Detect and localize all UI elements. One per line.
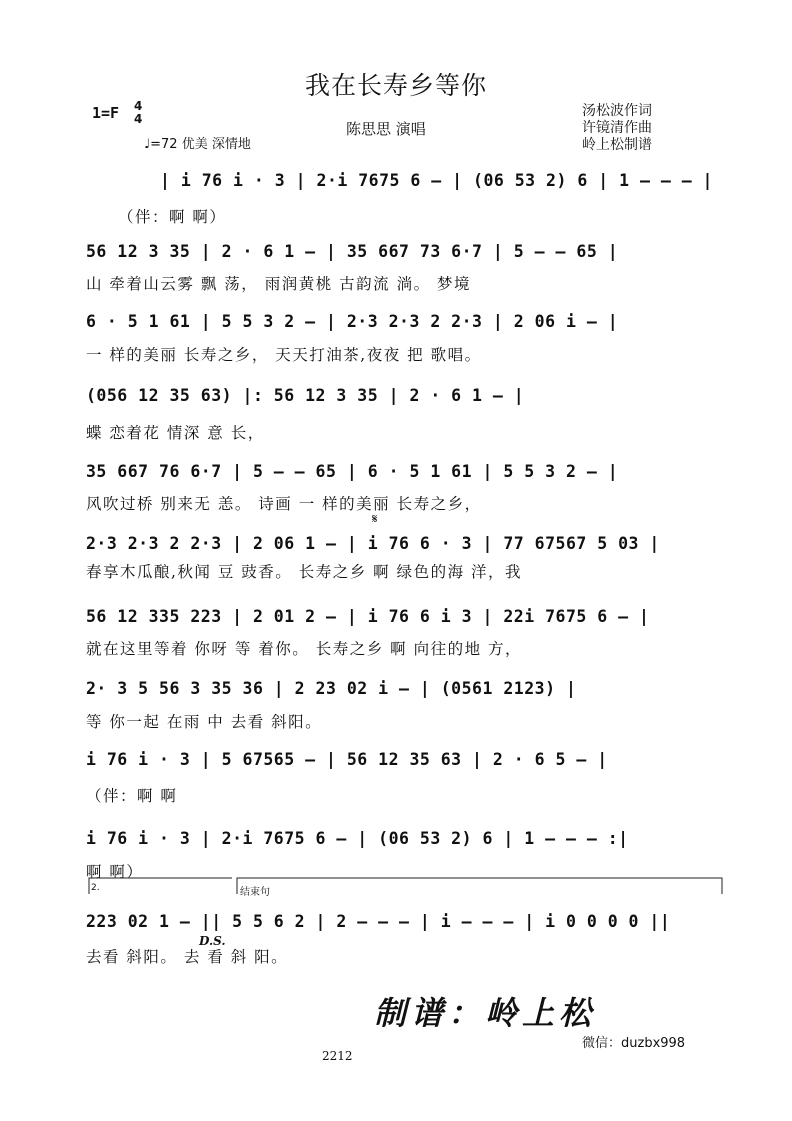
system-3-lyrics: 一 样的美丽 长寿之乡， 天天打油茶,夜夜 把 歌唱。 [86,346,482,364]
composer-credit: 许镜清作曲 [582,120,652,136]
key-signature: 1=F [92,104,120,122]
page-number: 2212 [322,1049,353,1063]
segno-mark: 𝄋 [372,512,378,527]
time-signature-bottom: 4 [134,112,143,126]
lyricist-credit: 汤松波作词 [582,103,652,119]
singer-credit: 陈思思 演唱 [346,120,426,138]
dal-segno-mark: D.S. [199,934,226,948]
time-signature-top: 4 [134,99,143,113]
tempo-marking: ♩=72 优美 深情地 [144,137,251,152]
system-7-notes: 56 12 335 223 | 2 01 2 – | i 76 6 i 3 | 22i 7675 6 – | [86,607,650,626]
system-10-lyrics: 啊 啊） [86,863,144,881]
system-1-lyrics: （伴：啊 啊） [118,208,227,226]
wechat-contact: 微信：duzbx998 [582,1036,686,1051]
system-5-lyrics: 风吹过桥 别来无 恙。 诗画 一 样的美丽 长寿之乡， [86,495,482,513]
system-4-notes: (056 12 35 63) |: 56 12 3 35 | 2 · 6 1 – | [86,386,525,405]
ending-label: 结束句 [240,887,270,898]
system-2-notes: 56 12 3 35 | 2 · 6 1 – | 35 667 73 6·7 | 5 – – 65 | [86,242,619,261]
system-10-notes: i 76 i · 3 | 2·i 7675 6 – | (06 53 2) 6 | 1 – – – :| [86,829,629,848]
system-5-notes: 35 667 76 6·7 | 5 – – 65 | 6 · 5 1 61 | 5 5 3 2 – | [86,462,619,481]
system-8-lyrics: 等 你一起 在雨 中 去看 斜阳。 [86,713,323,731]
system-3-notes: 6 · 5 1 61 | 5 5 3 2 – | 2·3 2·3 2 2·3 | 2 06 i – | [86,312,619,331]
system-9-lyrics: （伴：啊 啊 [86,787,178,805]
system-11-notes: 223 02 1 – || 5 5 6 2 | 2 – – – | i – – – | i 0 0 0 0 || [86,912,671,931]
system-11-lyrics: 去看 斜阳。 去 看 斜 阳。 [86,948,289,966]
system-2-lyrics: 山 牵着山云雾 飘 荡， 雨润黄桃 古韵流 淌。 梦境 [86,275,471,293]
system-7-lyrics: 就在这里等着 你呀 等 着你。 长寿之乡 啊 向往的地 方， [86,640,522,658]
system-8-notes: 2· 3 5 56 3 35 36 | 2 23 02 i – | (0561 2123) | [86,679,577,698]
system-6-lyrics: 春享木瓜酿,秋闻 豆 豉香。 长寿之乡 啊 绿色的海 洋，我 [86,563,522,581]
song-title: 我在长寿乡等你 [304,71,487,100]
volta-two-label: 2. [91,883,100,893]
system-6-notes: 2·3 2·3 2 2·3 | 2 06 1 – | i 76 6 · 3 | 77 67567 5 03 | [86,534,660,553]
system-9-notes: i 76 i · 3 | 5 67565 – | 56 12 35 63 | 2 · 6 5 – | [86,750,608,769]
system-4-lyrics: 蝶 恋着花 情深 意 长， [86,424,265,442]
system-1-notes: | i 76 i · 3 | 2·i 7675 6 – | (06 53 2) 6 | 1 – – – | [160,171,713,190]
arranger-credit: 岭上松制谱 [582,137,652,153]
arranger-signature: 制谱：岭上松 [374,994,597,1032]
